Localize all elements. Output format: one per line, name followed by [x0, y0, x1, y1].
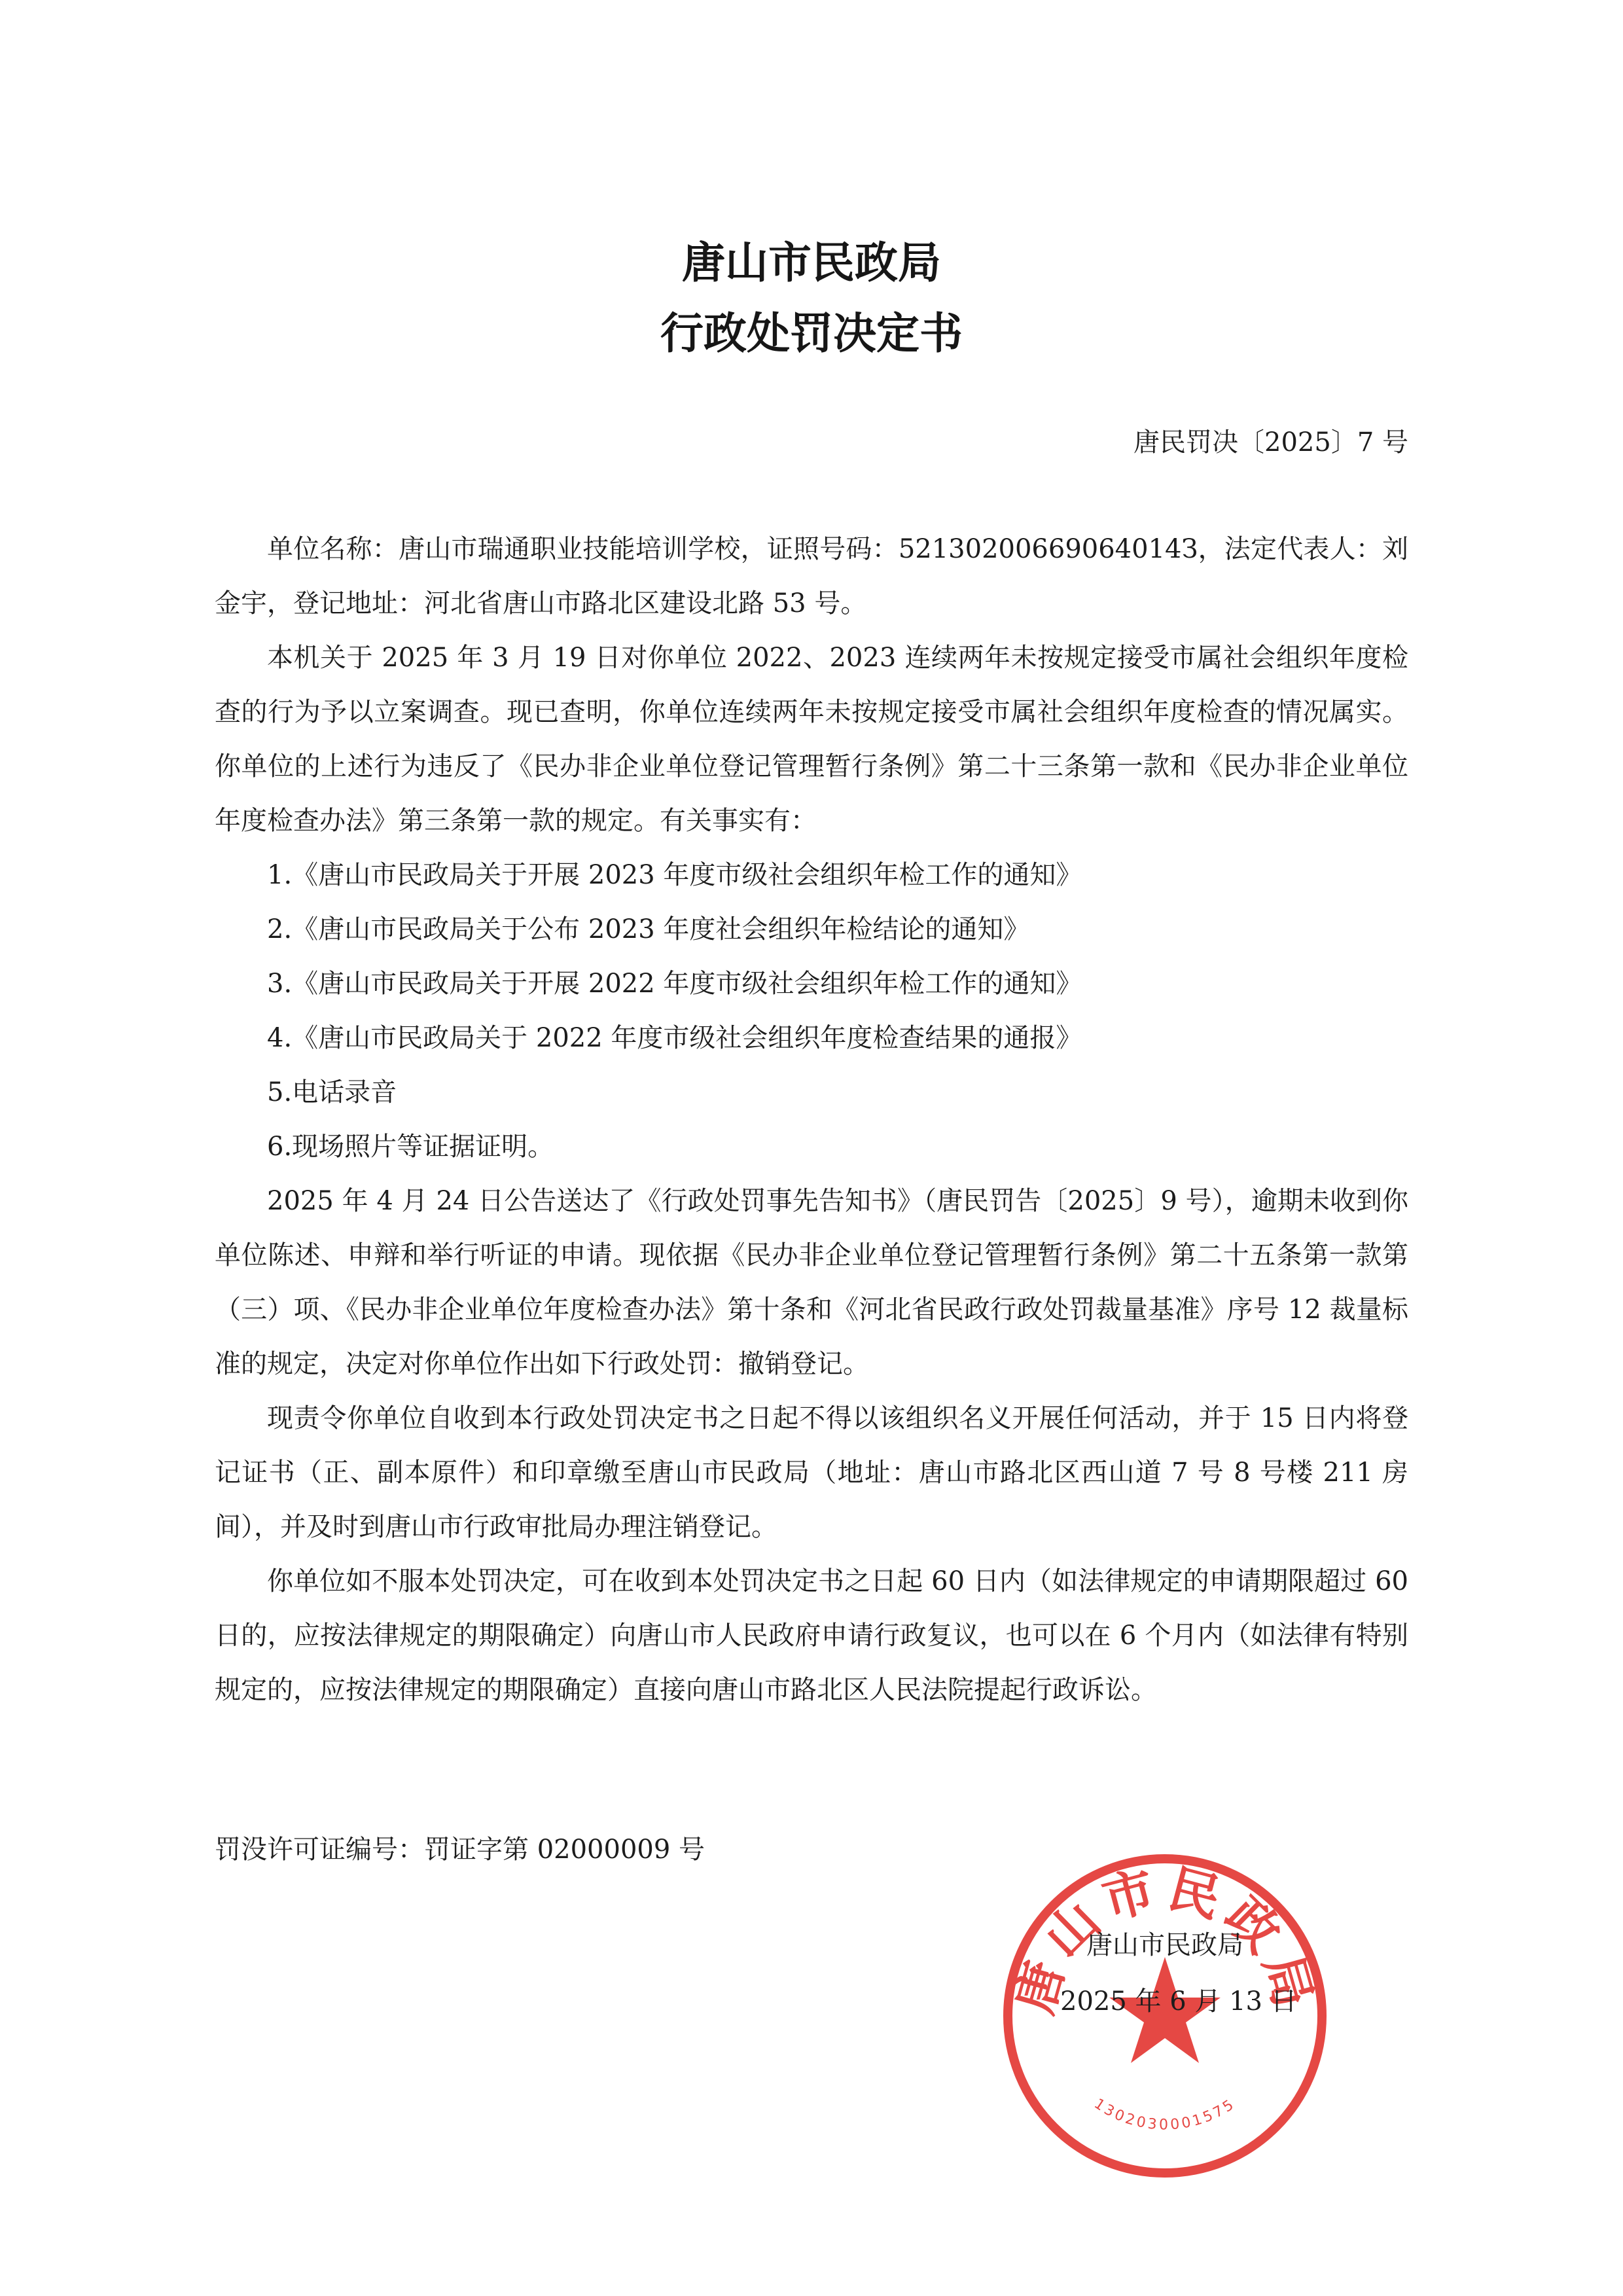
- document-body: [215, 522, 1408, 1717]
- document-title-line1: 唐山市民政局: [682, 238, 941, 288]
- evidence-item: 5.电话录音: [267, 1077, 397, 1107]
- paragraph-appeal-rights: 你单位如不服本处罚决定，可在收到本处罚决定书之日起 60 日内（如法律规定的申请期限超过 60 日的，应按法律规定的期限确定）向唐山市人民政府申请行政复议，也可以在 6 个月内（如法律有特别规定的，应按法律规定的期限确定）直接向唐山市路北区人民法院提起行政诉讼。: [215, 1566, 1408, 1705]
- evidence-item: 1.《唐山市民政局关于开展 2023 年度市级社会组织年检工作的通知》: [267, 860, 1082, 890]
- evidence-item: 2.《唐山市民政局关于公布 2023 年度社会组织年检结论的通知》: [267, 914, 1030, 944]
- seal-number: 1302030001575: [1091, 2095, 1239, 2134]
- document-title-line2: 行政处罚决定书: [660, 308, 963, 359]
- paragraph-unit-info: 单位名称：唐山市瑞通职业技能培训学校，证照号码：52130200669064014З，法定代表人：刘金宇，登记地址：河北省唐山市路北区建设北路 53 号。: [215, 534, 1408, 619]
- evidence-item: 6.现场照片等证据证明。: [267, 1132, 554, 1162]
- paragraph-penalty-decision: 2025 年 4 月 24 日公告送达了《行政处罚事先告知书》（唐民罚告〔2025〕9 号），逾期未收到你单位陈述、申辩和举行听证的申请。现依据《民办非企业单位登记管理暂行条例》第二十五条第一款第（三）项、《民办非企业单位年度检查办法》第十条和《河北省民政行政处罚裁量基准》序号 12 裁量标准的规定，决定对你单位作出如下行政处罚：撤销登记。: [215, 1186, 1408, 1379]
- evidence-item: 4.《唐山市民政局关于 2022 年度市级社会组织年度检查结果的通报》: [267, 1023, 1082, 1053]
- document-number: 唐民罚决〔2025〕7 号: [1133, 427, 1408, 457]
- issuing-authority: 唐山市民政局: [1086, 1930, 1243, 1960]
- issue-date: 2025 年 6 月 13 日: [1060, 1986, 1297, 2017]
- paragraph-order: 现责令你单位自收到本行政处罚决定书之日起不得以该组织名义开展任何活动，并于 15 日内将登记证书（正、副本原件）和印章缴至唐山市民政局（地址：唐山市路北区西山道 7 号 8 号楼 211 房间），并及时到唐山市行政审批局办理注销登记。: [215, 1403, 1408, 1542]
- paragraph-investigation: 本机关于 2025 年 3 月 19 日对你单位 2022、2023 连续两年未按规定接受市属社会组织年度检查的行为予以立案调查。现已查明，你单位连续两年未按规定接受市属社会组织年度检查的情况属实。你单位的上述行为违反了《民办非企业单位登记管理暂行条例》第二十三条第一款和《民办非企业单位年度检查办法》第三条第一款的规定。有关事实有：: [215, 643, 1408, 836]
- seal-text: 唐山市民政局: [1005, 1859, 1325, 2020]
- license-number: 罚没许可证编号：罚证字第 02000009 号: [215, 1835, 705, 1865]
- evidence-item: 3.《唐山市民政局关于开展 2022 年度市级社会组织年检工作的通知》: [267, 969, 1082, 999]
